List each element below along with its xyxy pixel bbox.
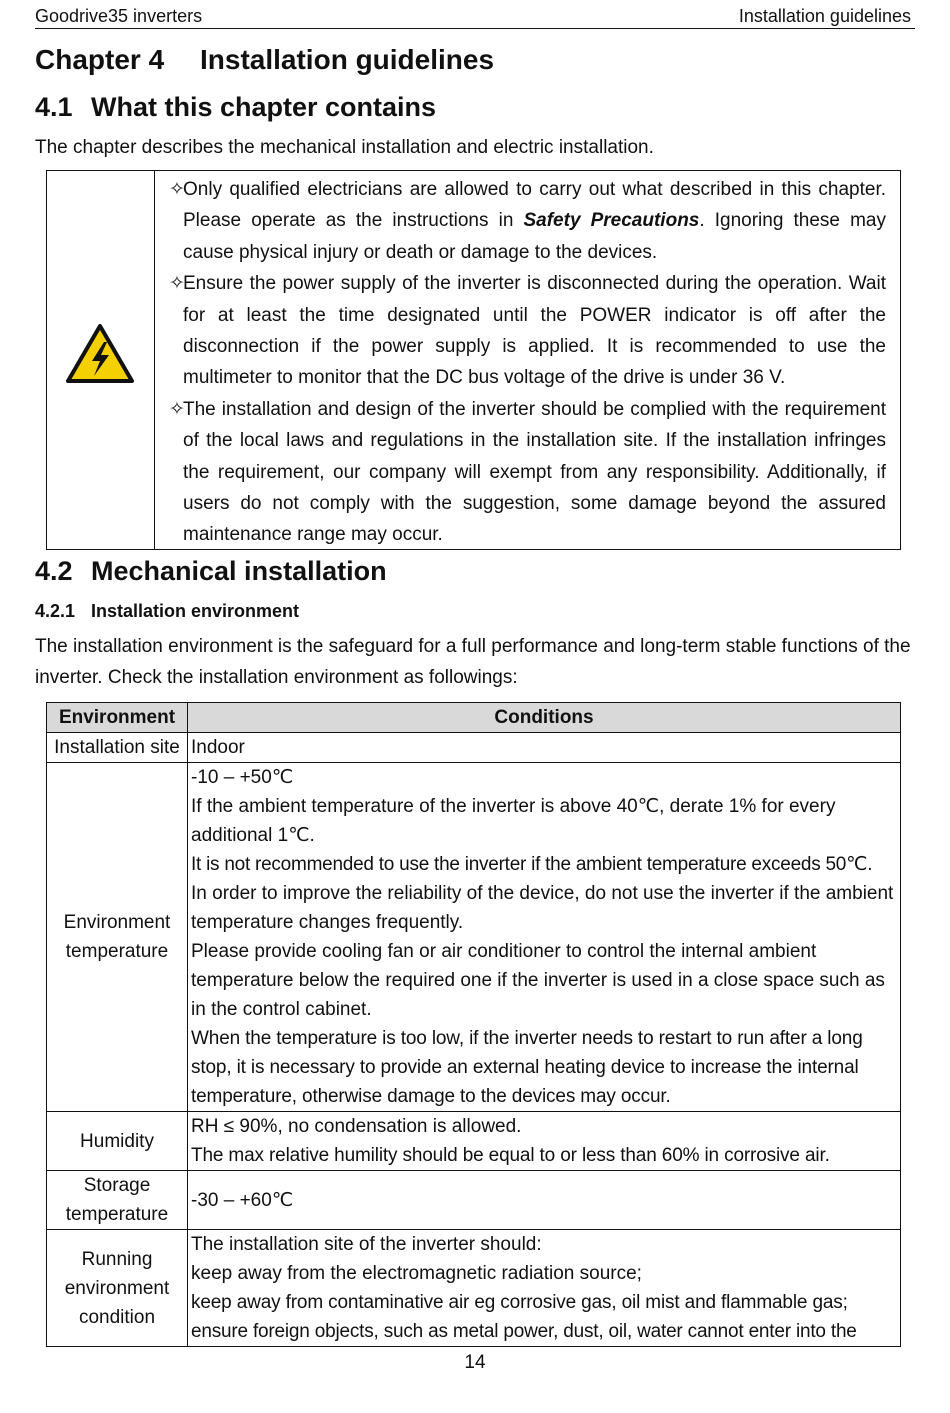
- section-4-2-number: 4.2: [35, 556, 73, 586]
- table-row: [47, 1112, 901, 1171]
- env-cell: Running environment condition: [47, 1230, 188, 1347]
- section-4-2-title: Mechanical installation: [91, 556, 387, 586]
- conditions-cell: RH ≤ 90%, no condensation is allowed. The max relative humility should be equal to or less than 60% in corrosive air.: [188, 1112, 901, 1171]
- table-header-row: [47, 703, 901, 733]
- subsection-number: 4.2.1: [35, 601, 76, 621]
- env-cell: Humidity: [47, 1112, 188, 1171]
- conditions-cell: The installation site of the inverter should: keep away from the electromagnetic radiation source; keep away from contaminative air eg corrosive gas, oil mist and flammable gas; ensure foreign objects, such as metal power, dust, oil, water cannot enter into the: [188, 1230, 901, 1347]
- chapter-title-text: Installation guidelines: [200, 44, 495, 75]
- header-conditions: Conditions: [188, 703, 901, 733]
- table-row: [47, 763, 901, 1112]
- chapter-title: [35, 44, 494, 76]
- warning-item: ✧ Only qualified electricians are allowed to carry out what described in this chapter. Please operate as the instructions in Safety Precautions. Ignoring these may cause physical injury or death or damage to the devices.: [169, 174, 886, 268]
- page-header: [35, 4, 915, 29]
- section-4-1-heading: [35, 92, 436, 123]
- warning-icon-cell: [47, 171, 155, 549]
- page-number: 14: [464, 1352, 486, 1373]
- table-row: [47, 1230, 901, 1347]
- section-4-2-intro: The installation environment is the safeguard for a full performance and long-term stable functions of the inverter. Check the installation environment as followings:: [35, 636, 911, 688]
- conditions-cell: Indoor: [188, 733, 901, 763]
- warning-item: ✧ Ensure the power supply of the inverter is disconnected during the operation. Wait for at least the time designated until the POWER indicator is off after the disconnection if the power supply is applied. It is recommended to use the multimeter to monitor that the DC bus voltage of the drive is under 36 V.: [169, 268, 886, 394]
- diamond-bullet-icon: ✧: [169, 179, 185, 200]
- header-left: Goodrive35 inverters: [35, 6, 203, 26]
- env-cell: Storage temperature: [47, 1171, 188, 1230]
- header-right: Installation guidelines: [738, 6, 911, 26]
- diamond-bullet-icon: ✧: [169, 398, 185, 420]
- conditions-cell: -30 – +60℃: [188, 1171, 901, 1230]
- safety-precautions-emphasis: Safety Precautions: [523, 210, 700, 232]
- env-cell: Environment temperature: [47, 763, 188, 1112]
- subsection-4-2-1-heading: [35, 601, 299, 622]
- section-4-2-heading: [35, 556, 387, 587]
- electric-hazard-icon: [65, 323, 135, 385]
- warning-text: [155, 171, 900, 549]
- chapter-number: Chapter 4: [35, 44, 165, 75]
- conditions-cell: -10 – +50℃ If the ambient temperature of the inverter is above 40℃, derate 1% for every additional 1℃. It is not recommended to use the inverter if the ambient temperature exceeds 50℃. In order to improve the reliability of the device, do not use the inverter if the ambient temperature changes frequently. Please provide cooling fan or air conditioner to control the internal ambient temperature below the required one if the inverter is used in a close space such as in the control cabinet. When the temperature is too low, if the inverter needs to restart to run after a long stop, it is necessary to provide an external heating device to increase the internal temperature, otherwise damage to the devices may occur.: [188, 763, 901, 1112]
- subsection-title: Installation environment: [91, 601, 300, 621]
- environment-table: [46, 702, 901, 1347]
- diamond-bullet-icon: ✧: [169, 273, 185, 295]
- header-environment: Environment: [47, 703, 188, 733]
- warning-box: [46, 170, 901, 550]
- table-row: [47, 733, 901, 763]
- env-cell: Installation site: [47, 733, 188, 763]
- warning-item: ✧ The installation and design of the inverter should be complied with the requirement of the local laws and regulations in the installation site. If the installation infringes the requirement, our company will exempt from any responsibility. Additionally, if users do not comply with the suggestion, some damage beyond the assured maintenance range may occur.: [169, 394, 886, 551]
- section-4-1-title: What this chapter contains: [91, 92, 437, 122]
- table-row: [47, 1171, 901, 1230]
- section-4-1-intro: The chapter describes the mechanical installation and electric installation.: [35, 137, 654, 158]
- section-4-1-number: 4.1: [35, 92, 73, 122]
